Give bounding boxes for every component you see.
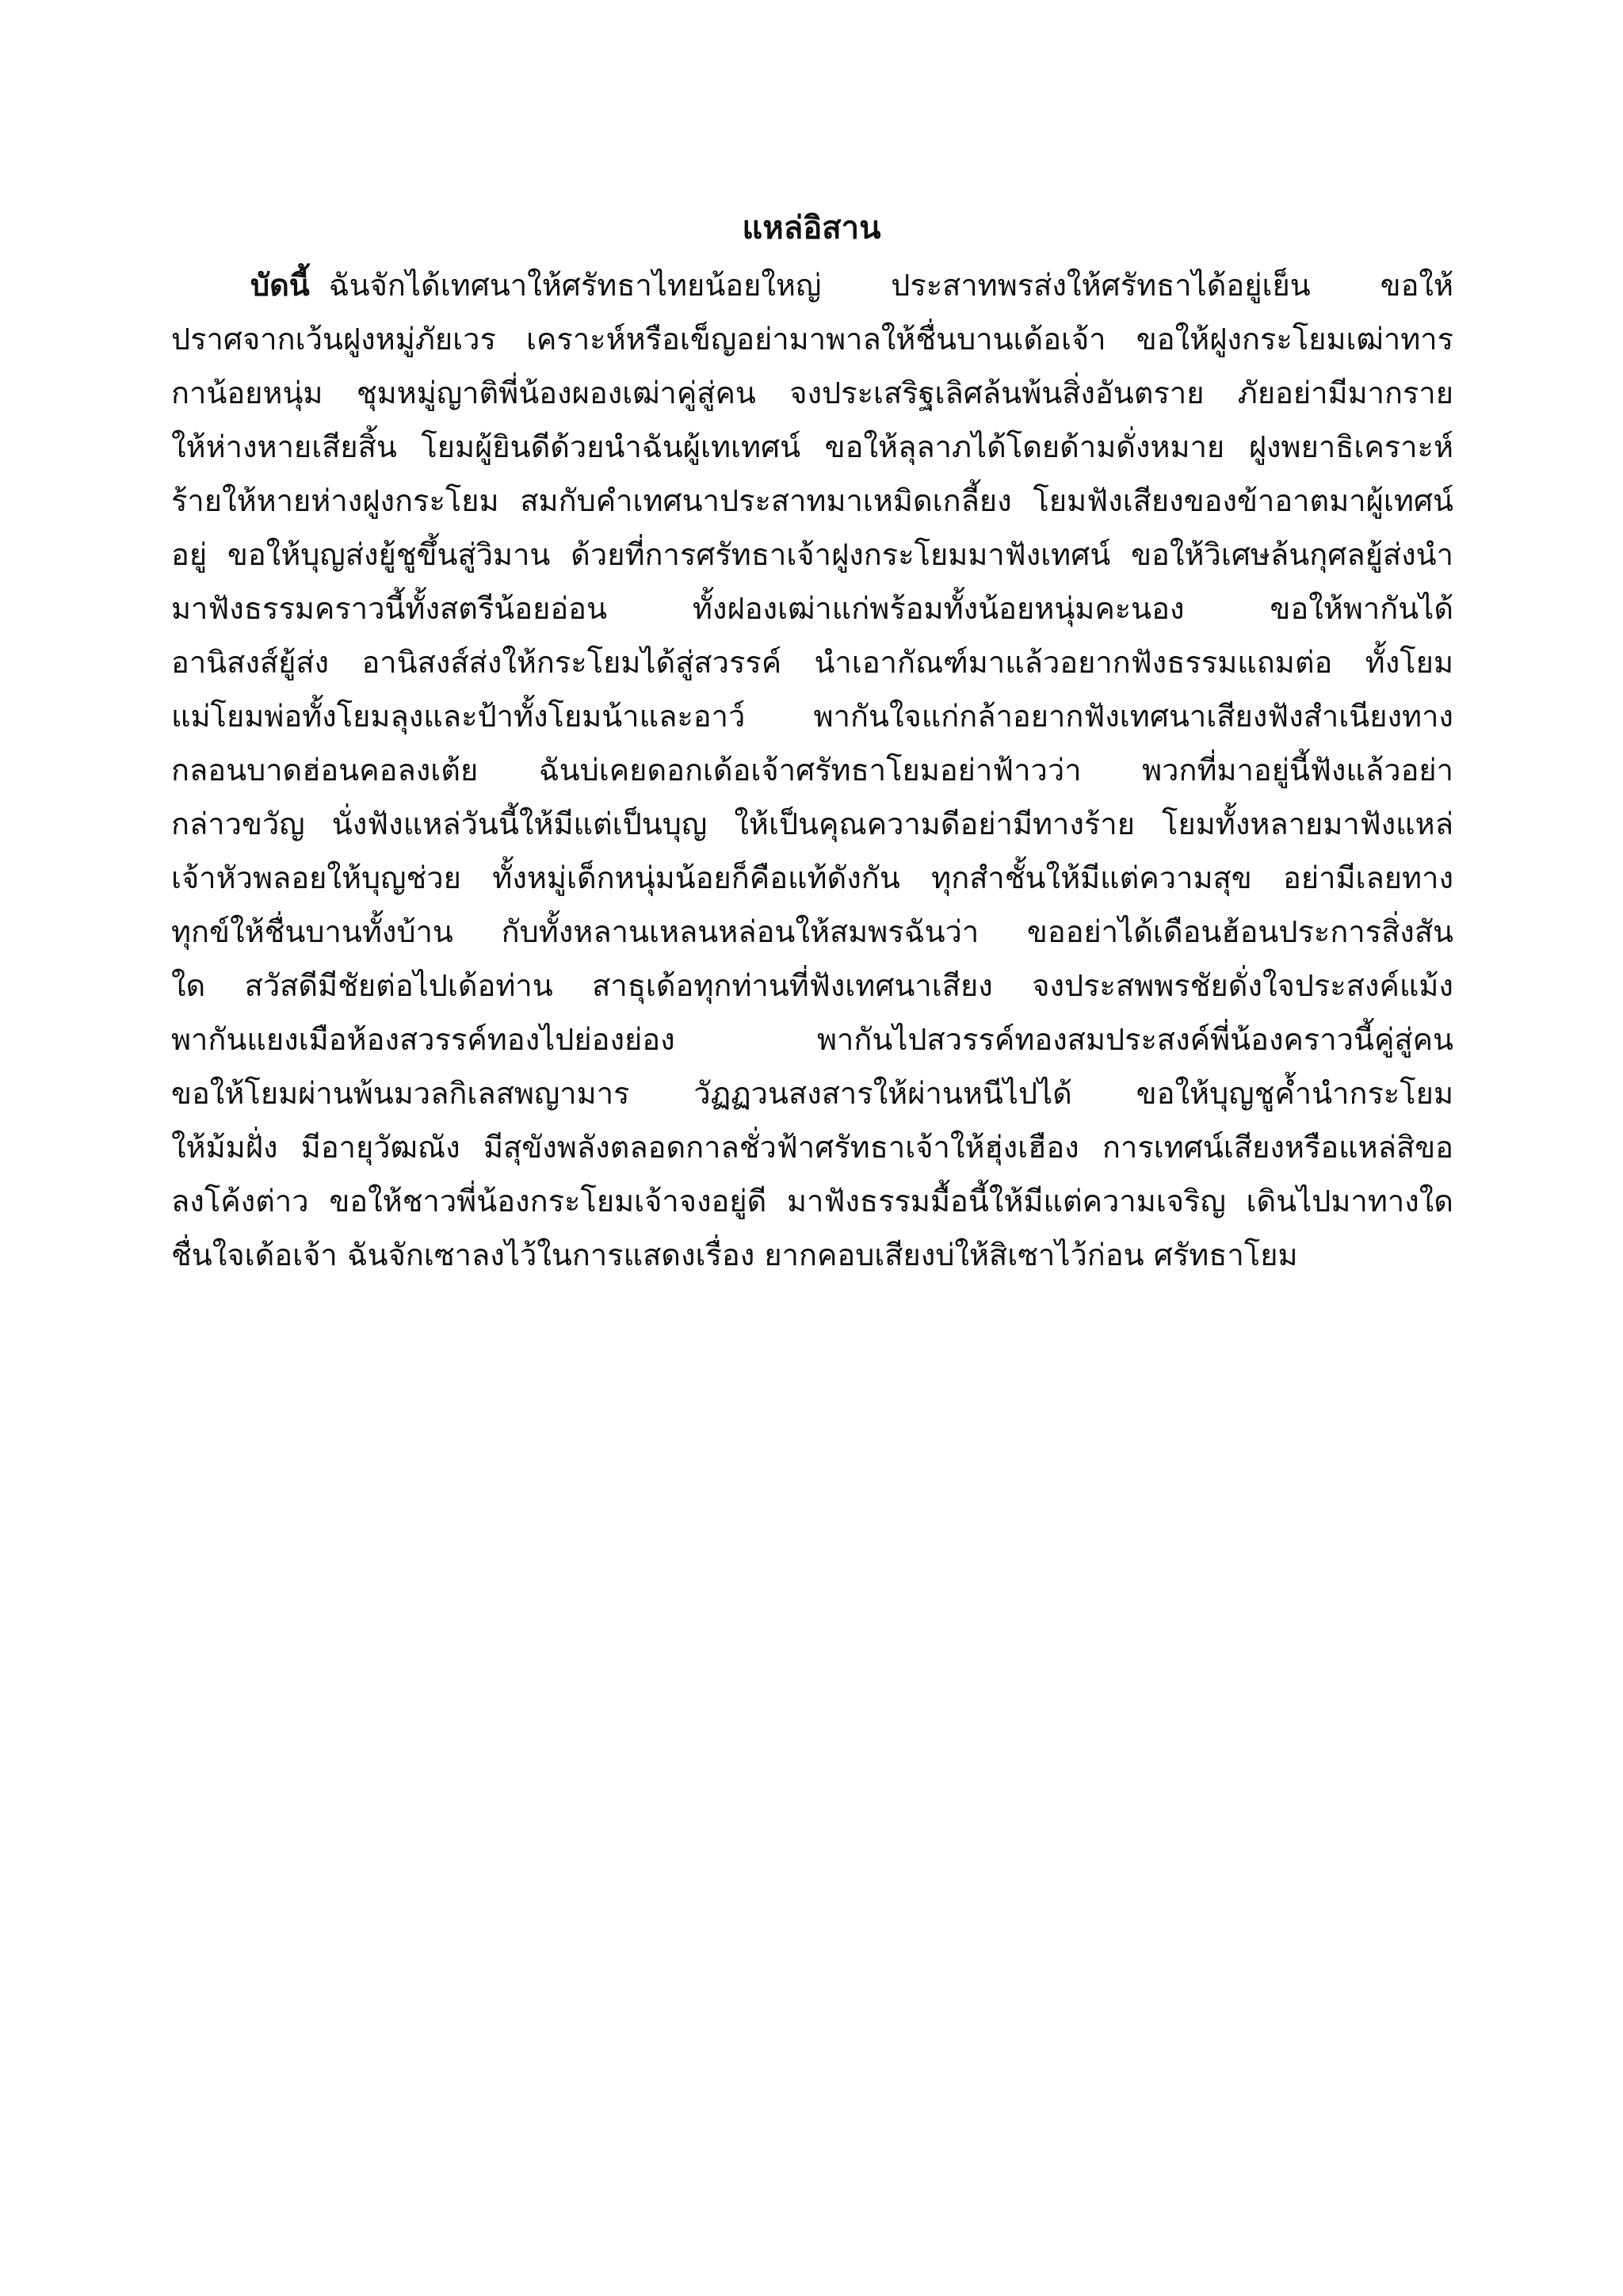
paragraph-line: ทุกข์ให้ชื่นบานทั้งบ้าน กับทั้งหลานเหลนหล่อนให้สมพรฉันว่า ขออย่าได้เดือนฮ้อนประการสิ่งสัน — [171, 914, 1453, 949]
paragraph-line: กาน้อยหนุ่ม ชุมหมู่ญาติพี่น้องผองเฒ่าคู่สู่คน จงประเสริฐเลิศล้นพ้นสิ่งอันตราย ภัยอย่ามีมากราย — [171, 376, 1453, 410]
paragraph-line: ชื่นใจเด้อเจ้า ฉันจักเซาลงไว้ในการแสดงเรื่อง ยากคอบเสียงบ่ให้สิเซาไว้ก่อน ศรัทธาโยม — [171, 1238, 1298, 1272]
paragraph-line: ร้ายให้หายห่างฝูงกระโยม สมกับคำเทศนาประสาทมาเหมิดเกลี้ยง โยมฟังเสียงของข้าอาตมาผู้เทศน์ — [171, 483, 1453, 518]
paragraph-line: ให้ม้มฝั่ง มีอายุวัฒณัง มีสุขังพลังตลอดกาลชั่วฟ้าศรัทธาเจ้าให้ฮุ่งเฮือง การเทศน์เสียงหรือแหล่สิขอ — [171, 1130, 1453, 1165]
paragraph-line: ใด สวัสดีมีชัยต่อไปเด้อท่าน สาธุเด้อทุกท่านที่ฟังเทศนาเสียง จงประสพพรชัยดั่งใจประสงค์แม้ง — [171, 968, 1453, 1003]
paragraph-line: ให้ห่างหายเสียสิ้น โยมผู้ยินดีด้วยนำฉันผู้เทเทศน์ ขอให้ลุลาภได้โดยด้ามดั่งหมาย ฝูงพยาธิเคราะห์ — [171, 429, 1453, 464]
paragraph-line: อยู่ ขอให้บุญส่งยู้ชูขึ้นสู่วิมาน ด้วยที่การศรัทธาเจ้าฝูงกระโยมมาฟังเทศน์ ขอให้วิเศษล้นกุศลยู้ส่งนำ — [171, 537, 1453, 572]
document-title: แหล่อิสาน — [742, 209, 881, 246]
paragraph-line: เจ้าหัวพลอยให้บุญช่วย ทั้งหมู่เด็กหนุ่มน้อยก็คือแท้ดังกัน ทุกสำชั้นให้มีแต่ความสุข อย่ามีเลยทาง — [171, 860, 1453, 895]
paragraph-line: กล่าวขวัญ นั่งฟังแหล่วันนี้ให้มีแต่เป็นบุญ ให้เป็นคุณความดีอย่ามีทางร้าย โยมทั้งหลายมาฟังแหล่ — [171, 807, 1453, 841]
paragraph-line: ลงโค้งต่าว ขอให้ชาวพี่น้องกระโยมเจ้าจงอยู่ดี มาฟังธรรมมื้อนี้ให้มีแต่ความเจริญ เดินไปมาทางใด — [171, 1184, 1453, 1219]
paragraph-line — [250, 261, 1453, 309]
line-text: ฉันจักได้เทศนาให้ศรัทธาไทยน้อยใหญ่ ประสาทพรส่งให้ศรัทธาได้อยู่เย็น ขอให้ — [328, 268, 1453, 303]
paragraph-line: พากันแยงเมือห้องสวรรค์ทองไปย่องย่อง พากันไปสวรรค์ทองสมประสงค์พี่น้องคราวนี้คู่สู่คน — [171, 1022, 1453, 1057]
paragraph-line: ปราศจากเว้นฝูงหมู่ภัยเวร เคราะห์หรือเข็ญอย่ามาพาลให้ชื่นบานเด้อเจ้า ขอให้ฝูงกระโยมเฒ่าทาร — [171, 322, 1453, 357]
paragraph-line: กลอนบาดฮ่อนคอลงเต้ย ฉันบ่เคยดอกเด้อเจ้าศรัทธาโยมอย่าฟ้าวว่า พวกที่มาอยู่นี้ฟังแล้วอย่า — [171, 753, 1453, 788]
paragraph-line: ขอให้โยมผ่านพ้นมวลกิเลสพญามาร วัฏฏวนสงสารให้ผ่านหนีไปได้ ขอให้บุญชูค้ำนำกระโยม — [171, 1076, 1453, 1111]
paragraph-line: อานิสงส์ยู้ส่ง อานิสงส์ส่งให้กระโยมได้สู่สวรรค์ นำเอากัณฑ์มาแล้วอยากฟังธรรมแถมต่อ ทั้งโยม — [171, 645, 1453, 680]
lead-word: บัดนี้ — [250, 267, 310, 303]
paragraph-line: มาฟังธรรมคราวนี้ทั้งสตรีน้อยอ่อน ทั้งฝองเฒ่าแก่พร้อมทั้งน้อยหนุ่มคะนอง ขอให้พากันได้ — [171, 591, 1453, 626]
paragraph-line: แม่โยมพ่อทั้งโยมลุงและป้าทั้งโยมน้าและอาว์ พากันใจแก่กล้าอยากฟังเทศนาเสียงฟังสำเนียงทาง — [171, 699, 1453, 734]
